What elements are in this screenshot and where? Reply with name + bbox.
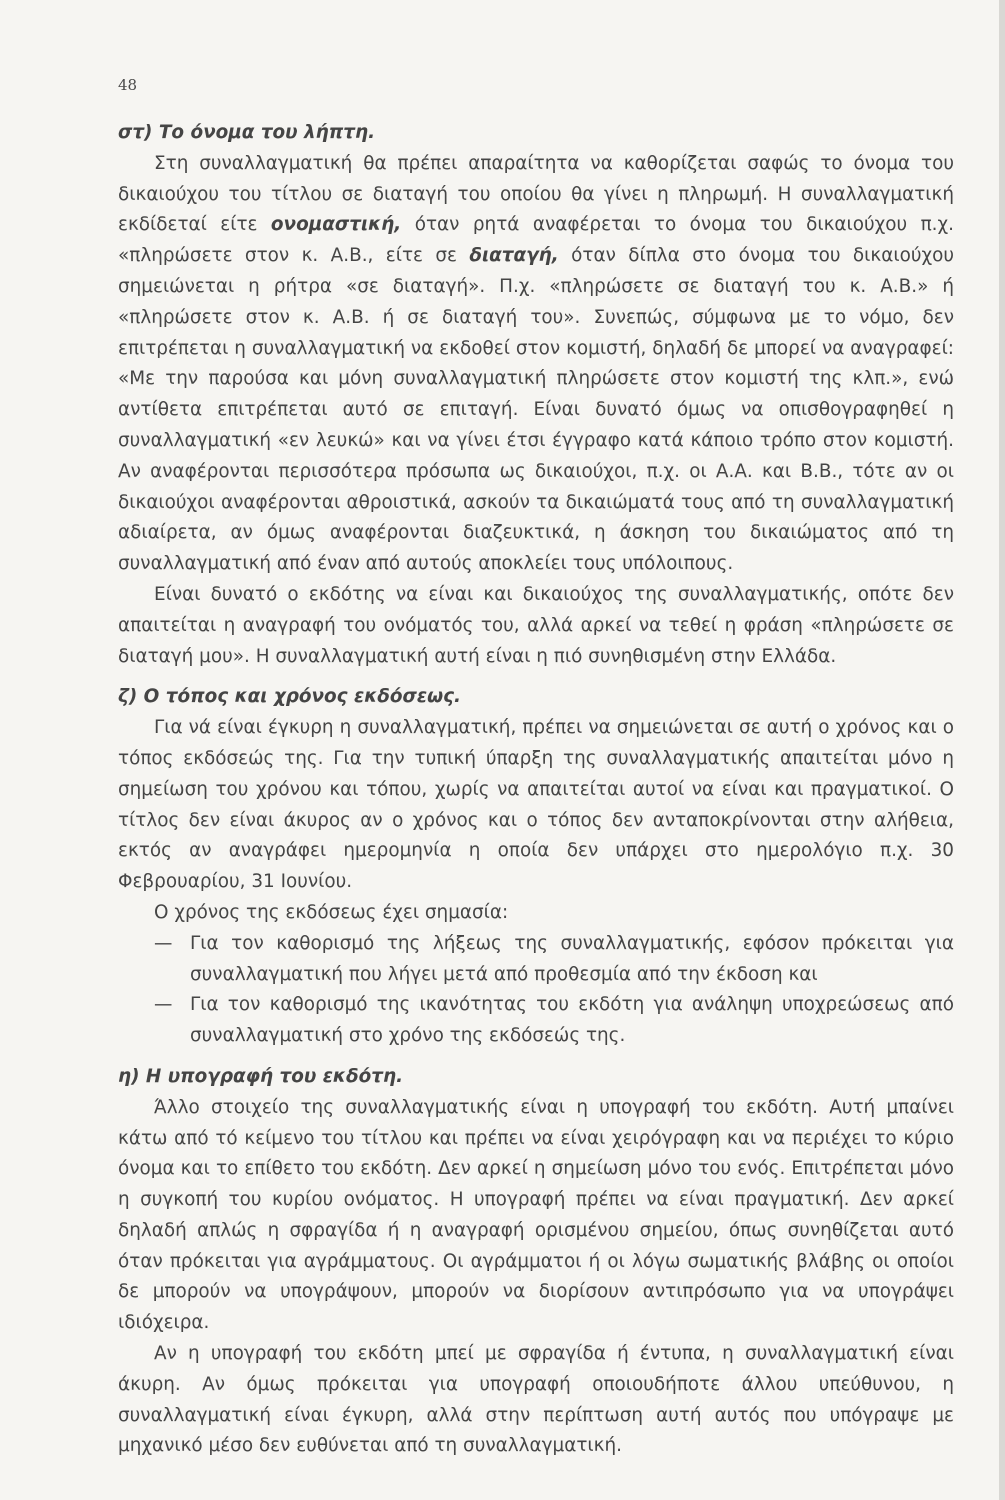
emphasis-term-order: διαταγή,	[469, 245, 559, 267]
paragraph-drawer-as-payee: Είναι δυνατό ο εκδότης να είναι και δικαιούχος της συναλλαγματικής, οπότε δεν απαιτείται η αναγραφή του ονόματός του, αλλά αρκεί να τεθεί η φράση «πληρώσετε σε διαταγή μου». Η συναλλαγματική αυτή είναι η πιό συνηθισμένη στην Ελλάδα.	[118, 583, 954, 667]
list-item-text: Για τον καθορισμό της λήξεως της συναλλαγματικής, εφόσον πρόκειται για συναλλαγματική που λήγει μετά από προθεσμία από την έκδοση και	[190, 932, 954, 985]
text-run: όταν δίπλα στο όνομα του δικαιούχου σημειώνεται η ρήτρα «σε διαταγή». Π.χ. «πληρώσετε σε διαταγή του κ. Α.Β.» ή «πληρώσετε στον κ. Α.Β. ή σε διαταγή του». Συνεπώς, σύμφωνα με το νόμο, δεν επιτρέπεται η συναλλαγματική να εκδοθεί στον κομιστή, δηλαδή δε μπορεί να αναγραφεί: «Με την παρούσα και μόνη συναλλαγματική πληρώσετε στον κομιστή της κλπ.», ενώ αντίθετα επιτρέπεται αυτό σε επιταγή. Είναι δυνατό όμως να οπισθογραφηθεί η συναλλαγματική «εν λευκώ» και να γίνει έτσι έγγραφο κατά κάποιο τρόπο στον κομιστή. Αν αναφέρονται περισσότερα πρόσωπα ως δικαιούχοι, π.χ. οι Α.Α. και Β.Β., τότε αν οι δικαιούχοι αναφέρονται αθροιστικά, ασκούν τα δικαιώματά τους από τη συναλλαγματική αδιαίρετα, αν όμως αναφέρονται διαζευκτικά, η άσκηση του δικαιώματος από τη συναλλαγματική από έναν από αυτούς αποκλείει τους υπόλοιπους.	[118, 245, 954, 575]
paragraph-place-time: Για νά είναι έγκυρη η συναλλαγματική, πρέπει να σημειώνεται σε αυτή ο χρόνος και ο τόπος εκδόσεώς της. Για την τυπική ύπαρξη της συναλλαγματικής απαιτείται μόνο η σημείωση του χρόνου και τόπου, χωρίς να απαιτείται αυτοί να είναι και πραγματικοί. Ο τίτλος δεν είναι άκυρος αν ο χρόνος και ο τόπος δεν ανταποκρίνονται στην αλήθεια, εκτός αν αναγράφει ημερομηνία η οποία δεν υπάρχει στο ημερολόγιο π.χ. 30 Φεβρουαρίου, 31 Ιουνίου.	[118, 717, 954, 893]
emphasis-term-nominal: ονομαστική,	[270, 214, 402, 236]
dash-marker: —	[154, 994, 173, 1016]
paragraph-time-significance: Ο χρόνος της εκδόσεως έχει σημασία:	[154, 901, 509, 923]
section-gap	[118, 672, 954, 682]
list-item-text: Για τον καθορισμό της ικανότητας του εκδότη για ανάληψη υποχρεώσεως από συναλλαγματική στο χρόνο της εκδόσεώς της.	[190, 994, 954, 1047]
section-heading-place-time: ζ) Ο τόπος και χρόνος εκδόσεως.	[118, 686, 461, 708]
paragraph-payee-name	[118, 149, 954, 580]
page-body	[118, 118, 954, 1462]
list-item	[118, 929, 954, 991]
section-gap	[118, 1052, 954, 1062]
section-heading-payee: στ) Το όνομα του λήπτη.	[118, 122, 376, 143]
section-heading-signature: η) Η υπογραφή του εκδότη.	[118, 1065, 404, 1087]
paragraph-signature-stamp: Αν η υπογραφή του εκδότη μπεί με σφραγίδα ή έντυπα, η συναλλαγματική είναι άκυρη. Αν όμως πρόκειται για υπογραφή οποιουδήποτε άλλου υπεύθυνου, η συναλλαγματική είναι έγκυρη, αλλά στην περίπτωση αυτή αυτός που υπόγραψε με μηχανικό μέσο δεν ευθύνεται από τη συναλλαγματική.	[118, 1343, 954, 1457]
text-run: όταν ρητά αναφέρεται το όνομα του δικαιούχου π.χ. «πληρώσετε στον κ. Α.Β., είτε σε	[118, 214, 954, 267]
page-number: 48	[118, 76, 138, 94]
page-edge-shadow	[999, 0, 1005, 1500]
list-item	[118, 990, 954, 1052]
text-run: Στη συναλλαγματική θα πρέπει απαραίτητα να καθορίζεται σαφώς το όνομα του δικαιούχου του τίτλου σε διαταγή του οποίου θα γίνει η πληρωμή. Η συναλλαγματική εκδίδεταί είτε	[118, 152, 954, 236]
paragraph-signature: Άλλο στοιχείο της συναλλαγματικής είναι η υπογραφή του εκδότη. Αυτή μπαίνει κάτω από τό κείμενο του τίτλου και πρέπει να είναι χειρόγραφη και να περιέχει το κύριο όνομα και το επίθετο του εκδότη. Δεν αρκεί η σημείωση μόνο του ενός. Επιτρέπεται μόνο η συγκοπή του κυρίου ονόματος. Η υπογραφή πρέπει να είναι πραγματική. Δεν αρκεί δηλαδή απλώς η σφραγίδα ή η αναγραφή ορισμένου σημείου, όπως συνηθίζεται αυτό όταν πρόκειται για αγράμματους. Οι αγράμματοι ή οι λόγω σωματικής βλάβης οι οποίοι δε μπορούν να υπογράψουν, μπορούν να διορίσουν αντιπρόσωπο για να υπογράψει ιδιόχειρα.	[118, 1096, 954, 1334]
dash-marker: —	[154, 932, 173, 954]
